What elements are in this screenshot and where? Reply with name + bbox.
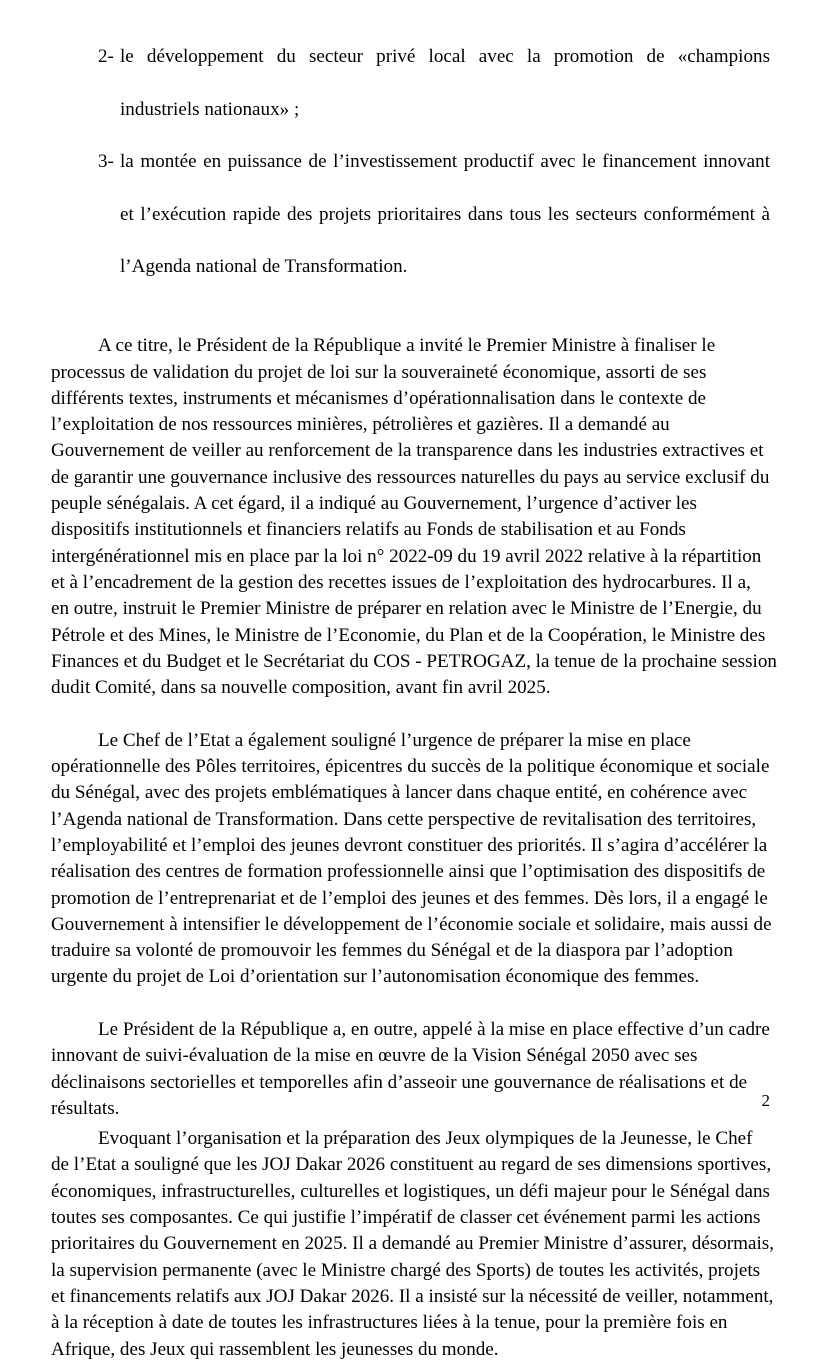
text-line: l’Agenda national de Transformation. Dans cette perspective de revitalisation des territoires, (51, 808, 757, 830)
text-line: Afrique, des Jeux qui rassemblent les jeunesses du monde. (51, 1338, 499, 1360)
text-line: du Sénégal, avec des projets emblématiques à lancer dans chaque entité, en cohérence avec (51, 782, 748, 804)
numbered-list (51, 44, 770, 307)
text-line: prioritaires du Gouvernement en 2025. Il a demandé au Premier Ministre d’assurer, désormais, (51, 1233, 774, 1255)
list-item (51, 149, 770, 307)
text-line: Pétrole et des Mines, le Ministre de l’Economie, du Plan et de la Coopération, le Ministre des (51, 624, 766, 646)
paragraph-spacer (51, 701, 770, 727)
paragraph-joj-dakar-2026 (51, 1126, 774, 1363)
text-line: opérationnelle des Pôles territoires, épicentres du succès de la politique économique et sociale (51, 756, 770, 778)
list-item-text (120, 44, 770, 149)
text-run: Le Président de la République a, en outre, appelé à la mise en place effective d’un cadre (98, 1018, 770, 1040)
text-line: traduire sa volonté de promouvoir les femmes du Sénégal et de la diaspora par l’adoption (51, 940, 733, 962)
text-line: et financements relatifs aux JOJ Dakar 2026. Il a insisté sur la nécessité de veiller, notamment, (51, 1285, 774, 1307)
text-line: Gouvernement à intensifier le développement de l’économie sociale et solidaire, mais aussi de (51, 913, 772, 935)
text-line: innovant de suivi-évaluation de la mise en œuvre de la Vision Sénégal 2050 avec ses (51, 1045, 698, 1067)
text-line: différents textes, instruments et mécanismes d’opérationnalisation dans le contexte de (51, 387, 707, 409)
text-line: processus de validation du projet de loi sur la souveraineté économique, assorti de ses (51, 361, 707, 383)
text-line: Finances et du Budget et le Secrétariat du COS - PETROGAZ, la tenue de la prochaine session (51, 650, 777, 672)
text-line: à la réception à date de toutes les infrastructures liées à la tenue, pour la première fois en (51, 1312, 728, 1334)
page-content (51, 44, 777, 1363)
text-line: l’exploitation de nos ressources minières, pétrolières et gazières. Il a demandé au (51, 414, 670, 436)
text-line (51, 1126, 770, 1152)
text-line: toutes ses composantes. Ce qui justifie l’impératif de classer cet événement parmi les actions (51, 1207, 761, 1229)
text-line (51, 333, 770, 359)
paragraph-spacer (51, 307, 770, 333)
text-line: économiques, infrastructurelles, culturelles et logistiques, un défi majeur pour le Sénégal dans (51, 1180, 770, 1202)
text-line: dispositifs institutionnels et financiers relatifs au Fonds de stabilisation et au Fonds (51, 519, 686, 541)
text-run: Le Chef de l’Etat a également souligné l’urgence de préparer la mise en place (98, 729, 691, 751)
text-line: l’Agenda national de Transformation. (120, 256, 408, 278)
text-line: industriels nationaux» ; (120, 98, 300, 120)
text-line (51, 728, 770, 754)
text-line: dudit Comité, dans sa nouvelle composition, avant fin avril 2025. (51, 677, 551, 699)
page-number: 2 (761, 1091, 770, 1110)
paragraph-souverainete-economique (51, 333, 777, 701)
list-item (51, 44, 770, 149)
text-line: résultats. (51, 1097, 120, 1119)
text-run: Evoquant l’organisation et la préparation des Jeux olympiques de la Jeunesse, le Chef (98, 1128, 753, 1150)
paragraph-spacer (51, 991, 770, 1017)
text-line: urgente du projet de Loi d’orientation sur l’autonomisation économique des femmes. (51, 966, 700, 988)
text-line: peuple sénégalais. A cet égard, il a indiqué au Gouvernement, l’urgence d’activer les (51, 493, 697, 515)
list-item-text (120, 149, 770, 307)
text-line: le développement du secteur privé local avec la promotion de «champions (120, 46, 770, 67)
text-line: la supervision permanente (avec le Ministre chargé des Sports) de toutes les activités, projets (51, 1259, 761, 1281)
list-item-marker: 3- (98, 151, 114, 173)
text-line: réalisation des centres de formation professionnelle ainsi que l’optimisation des dispositifs de (51, 861, 766, 883)
text-line: et à l’encadrement de la gestion des recettes issues de l’exploitation des hydrocarbures. Il a, (51, 571, 751, 593)
text-line: la montée en puissance de l’investissement productif avec le financement innovant (120, 151, 770, 173)
text-line: de garantir une gouvernance inclusive des ressources naturelles du pays au service exclusif du (51, 466, 770, 488)
text-line: en outre, instruit le Premier Ministre de préparer en relation avec le Ministre de l’Energie, du (51, 598, 762, 620)
text-line: déclinaisons sectorielles et temporelles afin d’asseoir une gouvernance de réalisations et de (51, 1071, 748, 1093)
text-line: de l’Etat a souligné que les JOJ Dakar 2026 constituent au regard de ses dimensions sportives, (51, 1154, 772, 1176)
text-line: Gouvernement de veiller au renforcement de la transparence dans les industries extractives et (51, 440, 764, 462)
text-line: l’employabilité et l’emploi des jeunes devront constituer des priorités. Il s’agira d’accélérer la (51, 834, 768, 856)
text-line: intergénérationnel mis en place par la loi n° 2022-09 du 19 avril 2022 relative à la répartition (51, 545, 762, 567)
text-line (51, 1017, 770, 1043)
text-line: promotion de l’entreprenariat et de l’emploi des jeunes et des femmes. Dès lors, il a engagé le (51, 887, 768, 909)
text-run: A ce titre, le Président de la République a invité le Premier Ministre à finaliser le (98, 335, 716, 357)
list-item-marker: 2- (98, 46, 114, 67)
paragraph-poles-territoires (51, 728, 770, 991)
text-line: et l’exécution rapide des projets prioritaires dans tous les secteurs conformément à (120, 203, 770, 225)
